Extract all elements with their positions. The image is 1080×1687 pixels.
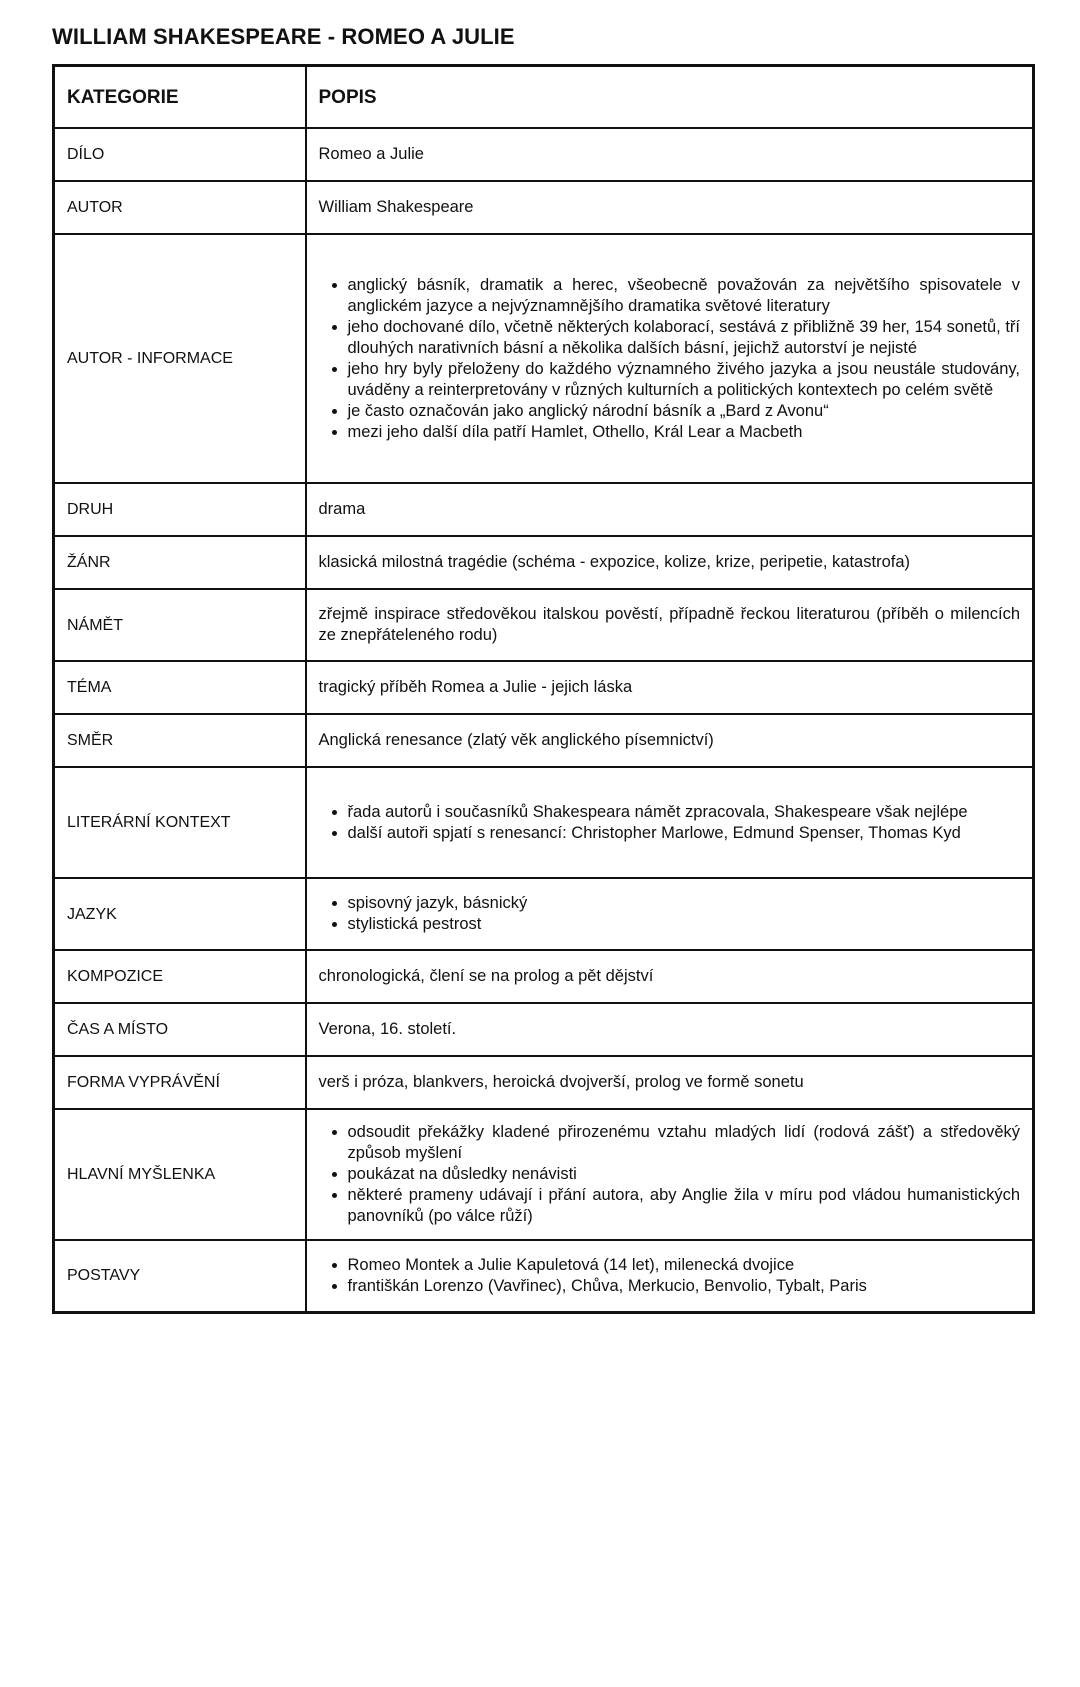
row-namet — [54, 589, 1034, 661]
bullet-list — [319, 275, 1021, 443]
row-category: DRUH — [54, 483, 306, 536]
row-postavy — [54, 1240, 1034, 1312]
row-hlavni-myslenka — [54, 1109, 1034, 1240]
row-category: AUTOR — [54, 181, 306, 234]
row-category: ŽÁNR — [54, 536, 306, 589]
row-description: chronologická, člení se na prolog a pět dějství — [306, 950, 1034, 1003]
row-description: verš i próza, blankvers, heroická dvojverší, prolog ve formě sonetu — [306, 1056, 1034, 1109]
row-autor — [54, 181, 1034, 234]
row-description — [306, 1109, 1034, 1240]
list-item: • odsoudit překážky kladené přirozenému vztahu mladých lidí (rodová zášť) a středověký způsob myšlení — [348, 1122, 1021, 1164]
header-description: POPIS — [306, 66, 1034, 129]
row-category: POSTAVY — [54, 1240, 306, 1312]
row-category: NÁMĚT — [54, 589, 306, 661]
row-category: ČAS A MÍSTO — [54, 1003, 306, 1056]
row-category: DÍLO — [54, 128, 306, 181]
list-item: • řada autorů i současníků Shakespeara námět zpracovala, Shakespeare však nejlépe — [348, 802, 1021, 823]
row-tema — [54, 661, 1034, 714]
list-item: • mezi jeho další díla patří Hamlet, Othello, Král Lear a Macbeth — [348, 422, 1021, 443]
row-description: William Shakespeare — [306, 181, 1034, 234]
row-description: Verona, 16. století. — [306, 1003, 1034, 1056]
row-kompozice — [54, 950, 1034, 1003]
row-description: Romeo a Julie — [306, 128, 1034, 181]
list-item: • františkán Lorenzo (Vavřinec), Chůva, Merkucio, Benvolio, Tybalt, Paris — [348, 1276, 1021, 1297]
row-description — [306, 767, 1034, 878]
row-category: FORMA VYPRÁVĚNÍ — [54, 1056, 306, 1109]
list-item: • jeho dochované dílo, včetně některých kolaborací, sestává z přibližně 39 her, 154 sonetů, tří dlouhých narativních básní a několika dalších básní, jejichž autorství je nejisté — [348, 317, 1021, 359]
row-description — [306, 878, 1034, 950]
row-description: tragický příběh Romea a Julie - jejich láska — [306, 661, 1034, 714]
row-description — [306, 1240, 1034, 1312]
bullet-list — [319, 1255, 1021, 1297]
row-category: SMĚR — [54, 714, 306, 767]
row-forma-vypraveni — [54, 1056, 1034, 1109]
row-dilo — [54, 128, 1034, 181]
row-category: LITERÁRNÍ KONTEXT — [54, 767, 306, 878]
row-category: AUTOR - INFORMACE — [54, 234, 306, 483]
row-jazyk — [54, 878, 1034, 950]
list-item: • anglický básník, dramatik a herec, všeobecně považován za největšího spisovatele v anglickém jazyce a nejvýznamnějšího dramatika světové literatury — [348, 275, 1021, 317]
row-category: JAZYK — [54, 878, 306, 950]
row-description: Anglická renesance (zlatý věk anglického písemnictví) — [306, 714, 1034, 767]
row-description: drama — [306, 483, 1034, 536]
table-header-row — [54, 66, 1034, 129]
row-category: TÉMA — [54, 661, 306, 714]
list-item: • jeho hry byly přeloženy do každého významného živého jazyka a jsou neustále studovány, uváděny a reinterpretovány v různých kulturních a politických kontextech po celém světě — [348, 359, 1021, 401]
list-item: • poukázat na důsledky nenávisti — [348, 1164, 1021, 1185]
row-zanr — [54, 536, 1034, 589]
row-cas-a-misto — [54, 1003, 1034, 1056]
list-item: • některé prameny udávají i přání autora, aby Anglie žila v míru pod vládou humanistických panovníků (po válce růží) — [348, 1185, 1021, 1227]
list-item: • je často označován jako anglický národní básník a „Bard z Avonu“ — [348, 401, 1021, 422]
row-description: zřejmě inspirace středověkou italskou pověstí, případně řeckou literaturou (příběh o milencích ze znepřáteleného rodu) — [306, 589, 1034, 661]
row-category: HLAVNÍ MYŠLENKA — [54, 1109, 306, 1240]
row-category: KOMPOZICE — [54, 950, 306, 1003]
document-title: WILLIAM SHAKESPEARE - ROMEO A JULIE — [52, 24, 515, 49]
row-druh — [54, 483, 1034, 536]
list-item: • další autoři spjatí s renesancí: Christopher Marlowe, Edmund Spenser, Thomas Kyd — [348, 823, 1021, 844]
row-description — [306, 234, 1034, 483]
row-autor-informace — [54, 234, 1034, 483]
bullet-list — [319, 802, 1021, 844]
list-item: • spisovný jazyk, básnický — [348, 893, 1021, 914]
list-item: • stylistická pestrost — [348, 914, 1021, 935]
list-item: • Romeo Montek a Julie Kapuletová (14 let), milenecká dvojice — [348, 1255, 1021, 1276]
info-table — [52, 64, 1035, 1314]
bullet-list — [319, 1122, 1021, 1227]
header-category: KATEGORIE — [54, 66, 306, 129]
row-description: klasická milostná tragédie (schéma - expozice, kolize, krize, peripetie, katastrofa) — [306, 536, 1034, 589]
row-smer — [54, 714, 1034, 767]
bullet-list — [319, 893, 1021, 935]
row-literarni-kontext — [54, 767, 1034, 878]
